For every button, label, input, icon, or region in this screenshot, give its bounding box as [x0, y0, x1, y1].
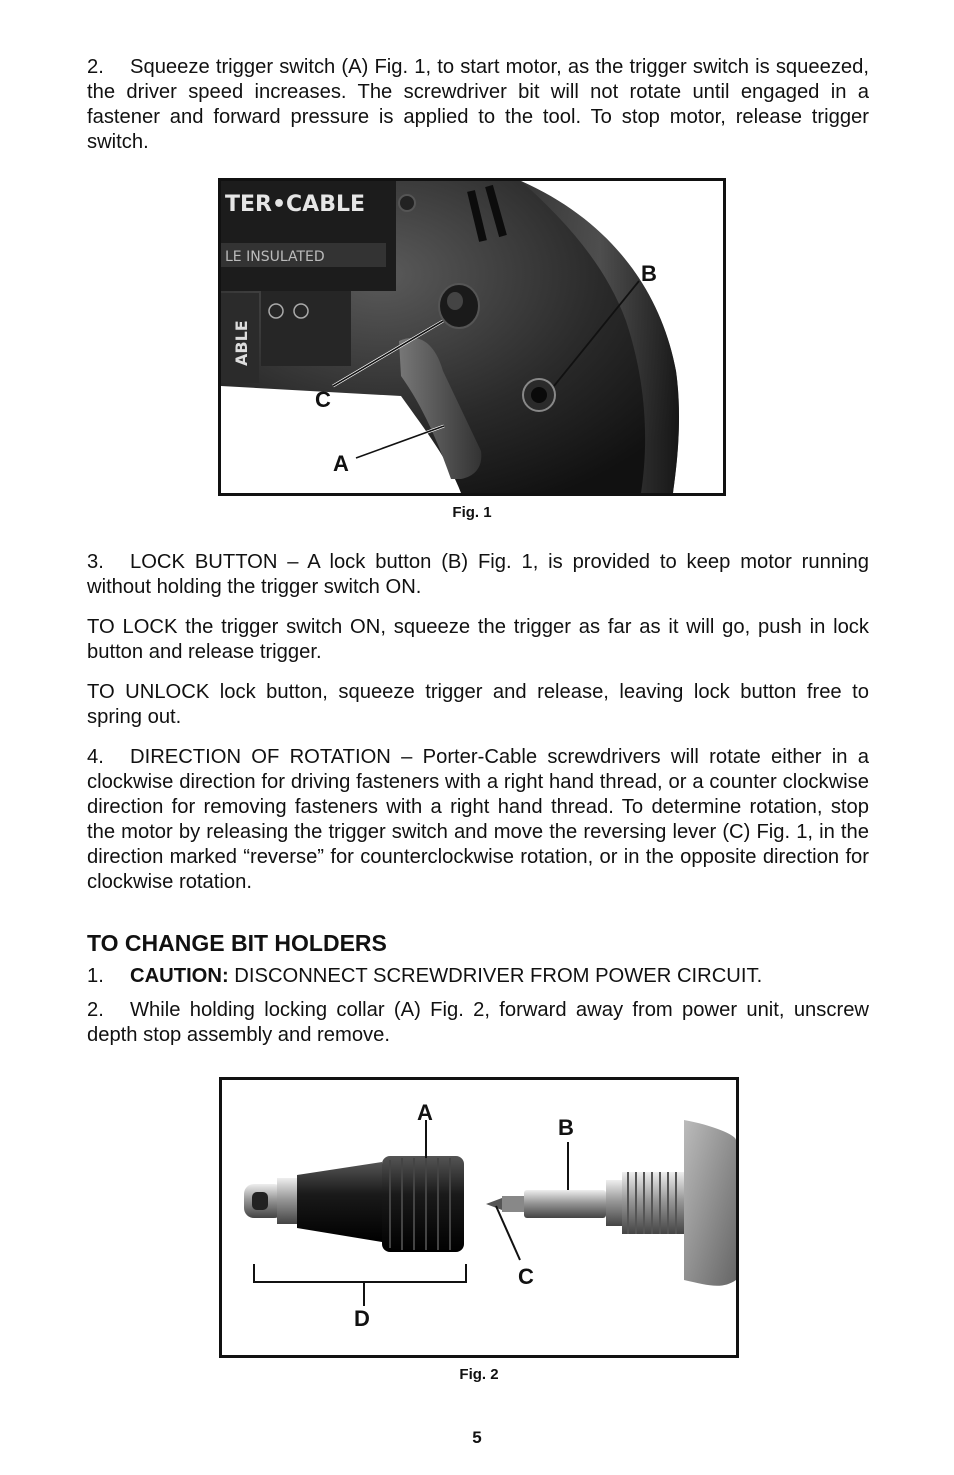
- callout-c: C: [315, 387, 331, 412]
- bracket-d: [254, 1264, 466, 1282]
- insulated-text: LE INSULATED: [225, 249, 325, 265]
- screw-icon: [399, 195, 415, 211]
- paragraph-to-lock: TO LOCK the trigger switch ON, squeeze the trigger as far as it will go, push in lock button and release trigger.: [87, 616, 869, 663]
- paragraph-caution: 1. CAUTION: DISCONNECT SCREWDRIVER FROM POWER CIRCUIT.: [87, 965, 763, 987]
- screwdriver-bit: [502, 1196, 524, 1212]
- paragraph-direction-of-rotation: 4. DIRECTION OF ROTATION – Porter-Cable screwdrivers will rotate either in a clockwise direction for driving fasteners with a right hand thread, or a counter clockwise direction for removing fasteners with a right hand thread. To determine rotation, stop the motor by releasing the trigger switch and move the reversing lever (C) Fig. 1, in the direction marked “reverse” for counterclockwise rotation, or in the opposite direction for clockwise rotation.: [87, 746, 869, 893]
- depth-stop-cone: [297, 1162, 382, 1242]
- figure-1-trigger-photo: [218, 178, 726, 496]
- bit-holder-ring: [277, 1178, 297, 1224]
- locking-collar: [382, 1156, 464, 1252]
- leader-line-a: [356, 426, 444, 458]
- side-label-text: ABLE: [232, 320, 251, 366]
- figure-2-illustration: [222, 1080, 736, 1355]
- paragraph-to-unlock: TO UNLOCK lock button, squeeze trigger and release, leaving lock button free to spring out.: [87, 681, 869, 728]
- brand-text: TER•CABLE: [225, 192, 366, 217]
- figure-2-bit-holder-photo: [219, 1077, 739, 1358]
- power-unit-nose: [684, 1120, 736, 1286]
- page-number: 5: [472, 1428, 482, 1447]
- callout-a: A: [417, 1100, 433, 1125]
- bit-holder: [524, 1190, 606, 1218]
- figure-1-caption: Fig. 1: [452, 504, 492, 521]
- paragraph-lock-button: 3. LOCK BUTTON – A lock button (B) Fig. 1, is provided to keep motor running without holding the trigger switch ON.: [87, 551, 869, 598]
- callout-a: A: [333, 451, 349, 476]
- section-heading: TO CHANGE BIT HOLDERS: [87, 930, 387, 956]
- callout-b: B: [558, 1115, 574, 1140]
- figure-2-caption: Fig. 2: [459, 1366, 499, 1383]
- callout-d: D: [354, 1306, 370, 1331]
- lock-button-center: [531, 387, 547, 403]
- cert-label-area: [261, 291, 351, 366]
- spindle-collar: [606, 1180, 622, 1226]
- paragraph-locking-collar: 2. While holding locking collar (A) Fig. 2, forward away from power unit, unscrew depth stop assembly and remove.: [87, 999, 869, 1046]
- bit-holder-socket: [252, 1192, 268, 1210]
- reversing-lever-highlight: [447, 292, 463, 310]
- figure-1-illustration: [221, 181, 723, 493]
- callout-c: C: [518, 1264, 534, 1289]
- screwdriver-bit-tip: [486, 1198, 502, 1210]
- leader-line-c: [496, 1206, 520, 1260]
- paragraph-trigger-switch: 2. Squeeze trigger switch (A) Fig. 1, to start motor, as the trigger switch is squeezed, the driver speed increases. The screwdriver bit will not rotate until engaged in a fastener and forward pressure is applied to the tool. To stop motor, release trigger switch.: [87, 56, 869, 153]
- callout-b: B: [641, 261, 657, 286]
